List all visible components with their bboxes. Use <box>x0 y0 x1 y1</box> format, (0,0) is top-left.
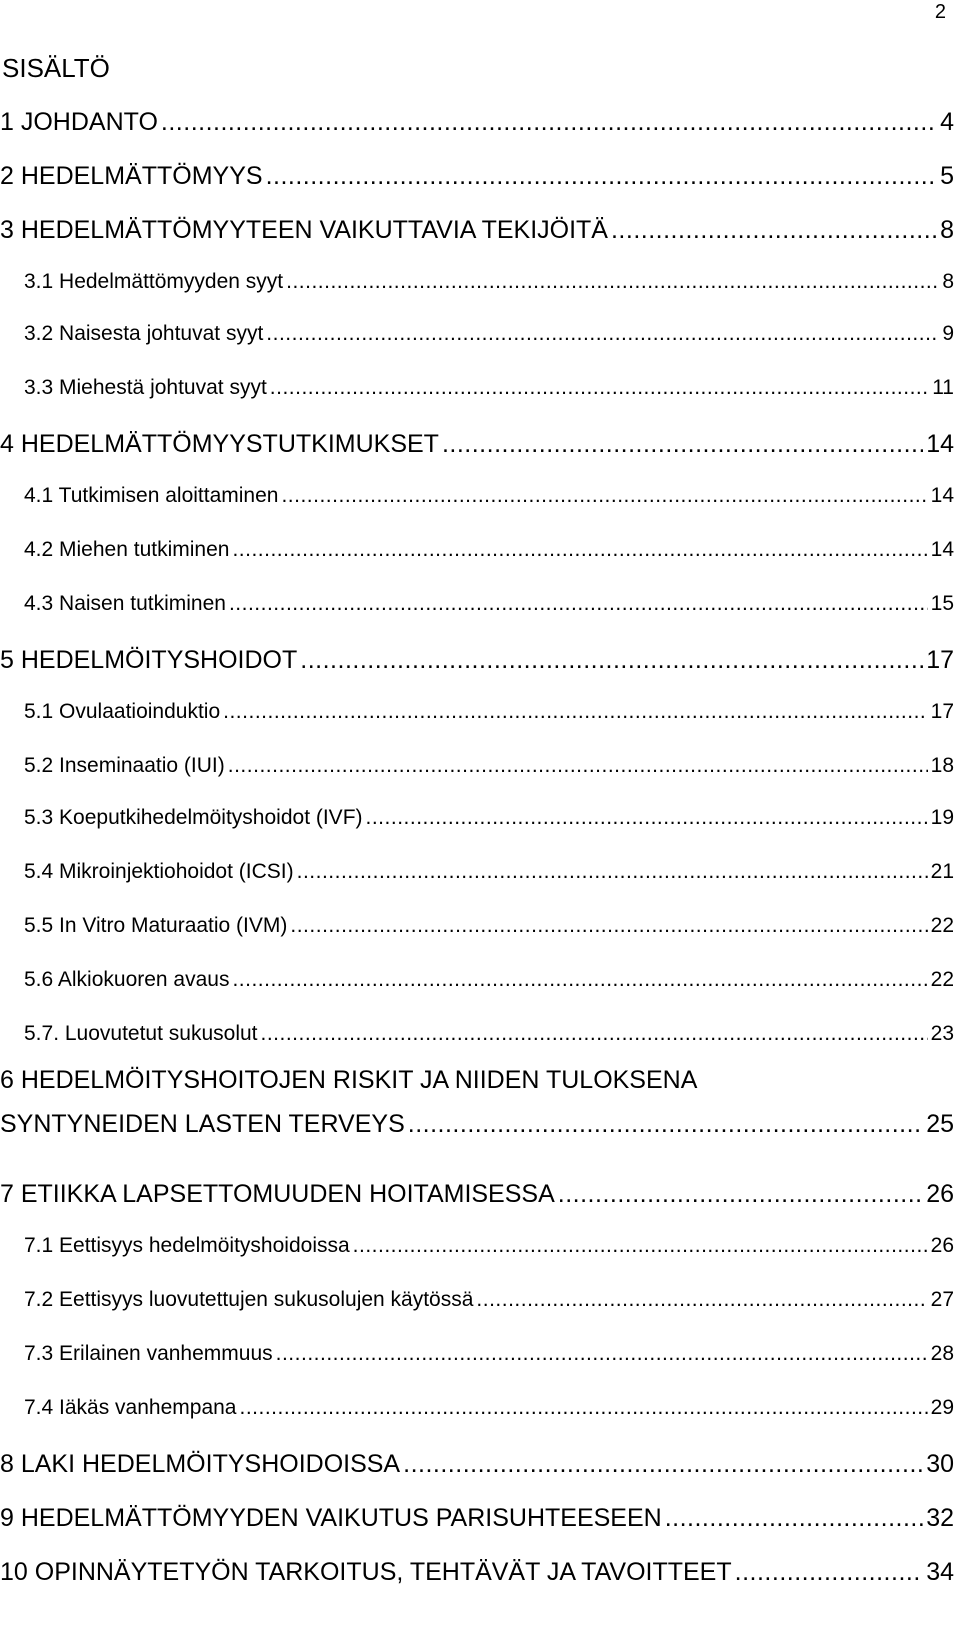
dot-leader <box>735 1558 924 1587</box>
toc-entry[interactable] <box>0 860 954 884</box>
page-number: 2 <box>934 1 946 23</box>
toc-entry-label: 4.1 Tutkimisen aloittaminen <box>24 484 279 507</box>
toc-entry-page: 19 <box>930 806 954 829</box>
toc-entry[interactable] <box>0 754 954 778</box>
toc-entry[interactable] <box>0 700 954 724</box>
dot-leader <box>229 592 928 616</box>
toc-entry[interactable] <box>0 484 954 508</box>
dot-leader <box>232 538 927 562</box>
toc-entry-page: 30 <box>926 1450 954 1478</box>
toc-entry-label: 1 JOHDANTO <box>0 108 158 136</box>
toc-entry-page: 14 <box>930 484 954 507</box>
toc-entry-label: 5.1 Ovulaatioinduktio <box>24 700 221 723</box>
dot-leader <box>286 270 939 294</box>
toc-entry-label: 4.3 Naisen tutkiminen <box>24 592 226 615</box>
toc-entry-label: 2 HEDELMÄTTÖMYYS <box>0 162 263 190</box>
toc-entry[interactable] <box>0 1022 954 1046</box>
toc-entry-label: 3.1 Hedelmättömyyden syyt <box>24 270 284 293</box>
toc-entry-label: 5.2 Inseminaatio (IUI) <box>24 754 225 777</box>
toc-entry-label: 4 HEDELMÄTTÖMYYSTUTKIMUKSET <box>0 430 439 458</box>
toc-entry-label: 7.3 Erilainen vanhemmuus <box>24 1342 273 1365</box>
dot-leader <box>408 1110 923 1139</box>
dot-leader <box>297 860 928 884</box>
toc-entry[interactable] <box>0 1504 954 1533</box>
toc-entry-page: 29 <box>930 1396 954 1419</box>
toc-entry[interactable] <box>0 108 954 137</box>
toc-entry-page: 22 <box>930 914 954 937</box>
toc-entry-page: 28 <box>930 1342 954 1365</box>
toc-entry[interactable] <box>0 806 954 830</box>
toc-entry-page: 9 <box>942 322 954 345</box>
toc-entry-page: 14 <box>926 430 954 458</box>
toc-entry-page: 17 <box>930 700 954 723</box>
toc-entry-label: 7 ETIIKKA LAPSETTOMUUDEN HOITAMISESSA <box>0 1180 555 1208</box>
toc-entry-label: 5.5 In Vitro Maturaatio (IVM) <box>24 914 288 937</box>
toc-entry[interactable] <box>0 270 954 294</box>
toc-entry[interactable] <box>0 376 954 400</box>
dot-leader <box>261 1022 928 1046</box>
dot-leader <box>239 1396 927 1420</box>
toc-entry[interactable] <box>0 968 954 992</box>
toc-entry-page: 32 <box>926 1504 954 1532</box>
toc-entry-label: 10 OPINNÄYTETYÖN TARKOITUS, TEHTÄVÄT JA TAVOITTEET <box>0 1558 732 1586</box>
dot-leader <box>300 646 923 675</box>
toc-entry-label: 9 HEDELMÄTTÖMYYDEN VAIKUTUS PARISUHTEESEEN <box>0 1504 662 1532</box>
dot-leader <box>611 216 937 245</box>
toc-title: SISÄLTÖ <box>2 53 110 83</box>
dot-leader <box>266 322 939 346</box>
dot-leader <box>290 914 927 938</box>
dot-leader <box>476 1288 927 1312</box>
dot-leader <box>232 968 927 992</box>
dot-leader <box>353 1234 928 1258</box>
toc-entry[interactable] <box>0 1558 954 1587</box>
toc-entry-page: 25 <box>926 1110 954 1138</box>
toc-entry-page: 8 <box>940 216 954 244</box>
toc-entry[interactable] <box>0 538 954 562</box>
toc-entry-page: 4 <box>940 108 954 136</box>
dot-leader <box>161 108 937 137</box>
toc-entry[interactable] <box>0 322 954 346</box>
toc-entry-label: 7.2 Eettisyys luovutettujen sukusolujen käytössä <box>24 1288 474 1311</box>
dot-leader <box>228 754 928 778</box>
dot-leader <box>665 1504 923 1533</box>
dot-leader <box>266 162 938 191</box>
dot-leader <box>270 376 929 400</box>
toc-entry-label: 5 HEDELMÖITYSHOIDOT <box>0 646 298 674</box>
dot-leader <box>281 484 927 508</box>
toc-entry-label: 5.3 Koeputkihedelmöityshoidot (IVF) <box>24 806 363 829</box>
toc-entry[interactable] <box>0 1342 954 1366</box>
dot-leader <box>442 430 923 459</box>
toc-entry-page: 22 <box>930 968 954 991</box>
toc-entry-label: 3 HEDELMÄTTÖMYYTEEN VAIKUTTAVIA TEKIJÖITÄ <box>0 216 608 244</box>
toc-entry[interactable] <box>0 592 954 616</box>
toc-entry-page: 27 <box>930 1288 954 1311</box>
dot-leader <box>558 1180 923 1209</box>
toc-entry[interactable] <box>0 1110 954 1139</box>
toc-entry-label: SYNTYNEIDEN LASTEN TERVEYS <box>0 1110 405 1138</box>
toc-entry-page: 18 <box>930 754 954 777</box>
toc-entry-page: 15 <box>930 592 954 615</box>
dot-leader <box>276 1342 928 1366</box>
toc-entry-page: 17 <box>926 646 954 674</box>
toc-entry-label: 5.4 Mikroinjektiohoidot (ICSI) <box>24 860 294 883</box>
toc-entry-page: 26 <box>930 1234 954 1257</box>
toc-entry-label: 8 LAKI HEDELMÖITYSHOIDOISSA <box>0 1450 401 1478</box>
toc-entry-label: 3.3 Miehestä johtuvat syyt <box>24 376 267 399</box>
toc-entry[interactable] <box>0 1234 954 1258</box>
dot-leader <box>366 806 928 830</box>
toc-entry-label: 3.2 Naisesta johtuvat syyt <box>24 322 264 345</box>
toc-entry-page: 8 <box>942 270 954 293</box>
toc-entry-page: 11 <box>932 376 954 399</box>
dot-leader <box>403 1450 923 1479</box>
toc-entry-page: 5 <box>940 162 954 190</box>
toc-entry[interactable] <box>0 1396 954 1420</box>
toc-entry-label-line1: 6 HEDELMÖITYSHOITOJEN RISKIT JA NIIDEN TULOKSENA <box>0 1066 698 1094</box>
toc-entry[interactable] <box>0 216 954 245</box>
toc-entry-page: 21 <box>930 860 954 883</box>
toc-entry-label: 7.4 Iäkäs vanhempana <box>24 1396 237 1419</box>
toc-entry-label: 7.1 Eettisyys hedelmöityshoidoissa <box>24 1234 350 1257</box>
toc-entry-page: 23 <box>930 1022 954 1045</box>
toc-entry[interactable] <box>0 646 954 675</box>
toc-entry-label: 4.2 Miehen tutkiminen <box>24 538 230 561</box>
toc-entry-page: 26 <box>926 1180 954 1208</box>
toc-entry[interactable] <box>0 1180 954 1209</box>
toc-entry-label: 5.7. Luovutetut sukusolut <box>24 1022 258 1045</box>
toc-entry[interactable] <box>0 1288 954 1312</box>
dot-leader <box>223 700 928 724</box>
toc-entry[interactable] <box>0 430 954 459</box>
toc-entry-page: 34 <box>926 1558 954 1586</box>
toc-entry-label: 5.6 Alkiokuoren avaus <box>24 968 230 991</box>
toc-entry[interactable] <box>0 162 954 191</box>
toc-entry-page: 14 <box>930 538 954 561</box>
toc-entry[interactable] <box>0 1450 954 1479</box>
toc-entry[interactable] <box>0 914 954 938</box>
